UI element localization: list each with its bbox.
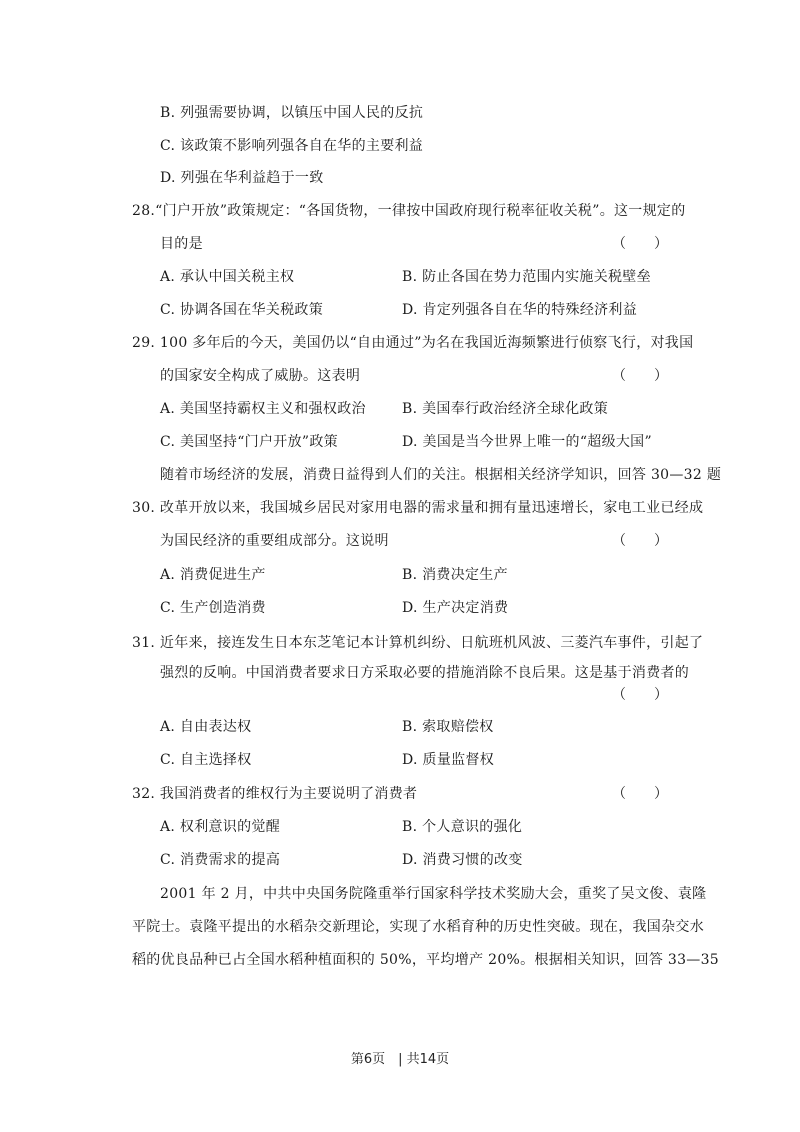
q31-option-b: B. 索取赔偿权 — [402, 719, 494, 735]
passage-line2: 平院士。袁隆平提出的水稻杂交新理论，实现了水稻育种的历史性突破。现在，我国杂交水 — [132, 919, 704, 935]
q29-option-d: D. 美国是当今世界上唯一的“超级大国” — [402, 434, 652, 450]
q31-stem-line1: 31. 近年来，接连发生日本东芝笔记本计算机纠纷、日航班机风波、三菱汽车事件，引起了 — [132, 635, 704, 651]
q31-option-d: D. 质量监督权 — [402, 752, 495, 768]
page-footer: 第6页 | 共14页 — [350, 1052, 450, 1067]
q32-answer-paren: （ ） — [612, 786, 668, 802]
q30-option-b: B. 消费决定生产 — [402, 567, 508, 583]
q30-option-c: C. 生产创造消费 — [160, 600, 266, 616]
q31-option-c: C. 自主选择权 — [160, 752, 252, 768]
q30-option-d: D. 生产决定消费 — [402, 600, 509, 616]
q28-option-b: B. 防止各国在势力范围内实施关税壁垒 — [402, 269, 651, 285]
passage-line3: 稻的优良品种已占全国水稻种植面积的 50%，平均增产 20%。根据相关知识，回答 33—35 — [132, 952, 720, 968]
prev-option-b: B. 列强需要协调，以镇压中国人民的反抗 — [160, 105, 424, 121]
q31-stem-line2: 强烈的反响。中国消费者要求日方采取必要的措施消除不良后果。这是基于消费者的 — [160, 665, 690, 681]
q31-answer-paren: （ ） — [612, 687, 668, 703]
q28-option-a: A. 承认中国关税主权 — [160, 269, 295, 285]
q29-stem-line1: 29. 100 多年后的今天，美国仍以“自由通过”为名在我国近海频繁进行侦察飞行，对我国 — [132, 335, 694, 351]
q29-stem-line2: 的国家安全构成了威胁。这表明 — [160, 368, 361, 384]
q29-option-b: B. 美国奉行政治经济全球化政策 — [402, 401, 608, 417]
q32-option-a: A. 权利意识的觉醒 — [160, 819, 281, 835]
q30-stem-line1: 30. 改革开放以来，我国城乡居民对家用电器的需求量和拥有量迅速增长，家电工业已经成 — [132, 500, 704, 516]
q28-answer-paren: （ ） — [612, 236, 668, 252]
q28-option-c: C. 协调各国在华关税政策 — [160, 302, 324, 318]
q30-stem-line2: 为国民经济的重要组成部分。这说明 — [160, 533, 389, 549]
q30-option-a: A. 消费促进生产 — [160, 567, 266, 583]
q32-option-c: C. 消费需求的提高 — [160, 852, 281, 868]
q31-option-a: A. 自由表达权 — [160, 719, 252, 735]
q28-option-d: D. 肯定列强各自在华的特殊经济利益 — [402, 302, 638, 318]
q32-option-d: D. 消费习惯的改变 — [402, 852, 523, 868]
q29-answer-paren: （ ） — [612, 368, 668, 384]
prev-option-c: C. 该政策不影响列强各自在华的主要利益 — [160, 138, 424, 154]
q32-option-b: B. 个人意识的强化 — [402, 819, 523, 835]
q29-option-c: C. 美国坚持“门户开放”政策 — [160, 434, 338, 450]
q30-answer-paren: （ ） — [612, 533, 668, 549]
passage-line1: 2001 年 2 月，中共中央国务院隆重举行国家科学技术奖励大会，重奖了吴文俊、袁隆 — [160, 886, 707, 902]
prev-option-d: D. 列强在华利益趋于一致 — [160, 170, 324, 186]
q32-stem-line1: 32. 我国消费者的维权行为主要说明了消费者 — [132, 786, 418, 802]
intro-30-32: 随着市场经济的发展，消费日益得到人们的关注。根据相关经济学知识，回答 30—32 题 — [160, 467, 722, 483]
q28-stem-line2: 目的是 — [160, 236, 203, 252]
q29-option-a: A. 美国坚持霸权主义和强权政治 — [160, 401, 366, 417]
q28-stem-line1: 28.“门户开放”政策规定：“各国货物，一律按中国政府现行税率征收关税”。这一规定的 — [132, 203, 686, 219]
